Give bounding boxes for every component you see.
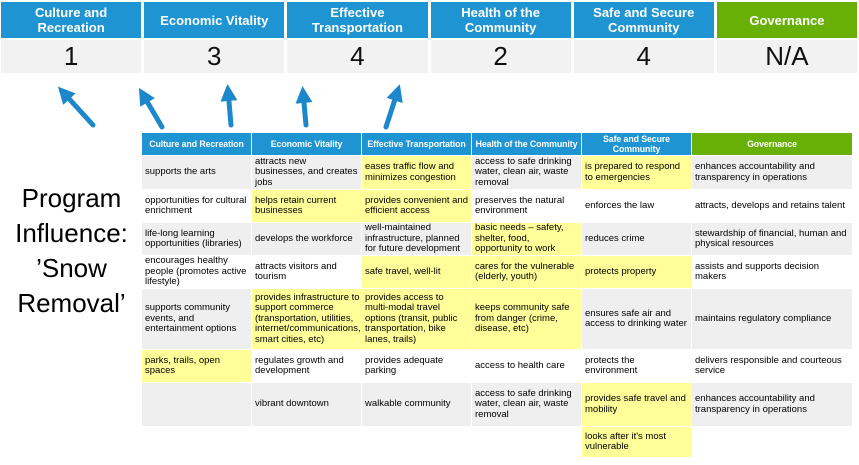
program-label-line: Removal’ [17,288,126,318]
summary-header-cell: Safe and Secure Community [574,2,714,38]
summary-score-cell: 1 [1,40,141,73]
matrix-cell: enhances accountability and transparency in operations [692,383,852,426]
matrix-cell: keeps community safe from danger (crime, disease, etc) [472,289,581,349]
up-arrow-icon [142,93,162,127]
matrix-cell: provides safe travel and mobility [582,383,691,426]
matrix-cell: provides adequate parking [362,350,471,382]
up-arrow-icon [62,91,93,125]
matrix-cell: regulates growth and development [252,350,361,382]
matrix-cell: supports community events, and entertainment options [142,289,251,349]
matrix-cell: enforces the law [582,190,691,222]
summary-score-cell: 2 [431,40,571,73]
matrix-cell: provides infrastructure to support commerce (transportation, utilities, internet/communications, smart cities, etc) [252,289,361,349]
summary-header-cell: Economic Vitality [144,2,284,38]
matrix-header-cell: Health of the Community [472,133,581,155]
up-arrow-icon [386,90,398,127]
program-influence-label [0,181,143,321]
matrix-cell: preserves the natural environment [472,190,581,222]
matrix-cell: attracts new businesses, and creates jobs [252,156,361,189]
matrix-header-cell: Safe and Secure Community [582,133,691,155]
matrix-cell [362,427,471,457]
matrix-cell: develops the workforce [252,223,361,255]
matrix-cell: stewardship of financial, human and physical resources [692,223,852,255]
matrix-cell [142,427,251,457]
matrix-cell: walkable community [362,383,471,426]
matrix-cell: access to safe drinking water, clean air, waste removal [472,383,581,426]
summary-score-cell: 4 [287,40,427,73]
matrix-cell: cares for the vulnerable (elderly, youth) [472,256,581,288]
influence-matrix [142,133,852,457]
matrix-cell: attracts visitors and tourism [252,256,361,288]
matrix-cell: enhances accountability and transparency in operations [692,156,852,189]
matrix-cell: access to health care [472,350,581,382]
matrix-cell: attracts, develops and retains talent [692,190,852,222]
matrix-cell [252,427,361,457]
matrix-header-cell: Culture and Recreation [142,133,251,155]
matrix-cell: protects the environment [582,350,691,382]
matrix-cell: parks, trails, open spaces [142,350,251,382]
matrix-cell: looks after it's most vulnerable [582,427,691,457]
matrix-cell: reduces crime [582,223,691,255]
up-arrow-icon [228,90,231,125]
summary-score-cell: 3 [144,40,284,73]
matrix-header-cell: Economic Vitality [252,133,361,155]
matrix-cell: safe travel, well-lit [362,256,471,288]
matrix-cell: well-maintained infrastructure, planned for future development [362,223,471,255]
influence-arrows [0,76,859,134]
matrix-cell [472,427,581,457]
program-label-line: ’Snow [36,253,107,283]
matrix-cell: delivers responsible and courteous service [692,350,852,382]
matrix-cell: eases traffic flow and minimizes congestion [362,156,471,189]
matrix-header-cell: Effective Transportation [362,133,471,155]
summary-header-row [1,2,857,38]
summary-score-cell: N/A [717,40,857,73]
program-label-line: Influence: [15,218,128,248]
matrix-cell [692,427,852,457]
matrix-cell: assists and supports decision makers [692,256,852,288]
matrix-cell: access to safe drinking water, clean air, waste removal [472,156,581,189]
matrix-cell: is prepared to respond to emergencies [582,156,691,189]
matrix-cell: ensures safe air and access to drinking water [582,289,691,349]
matrix-cell: encourages healthy people (promotes active lifestyle) [142,256,251,288]
matrix-cell: helps retain current businesses [252,190,361,222]
matrix-cell: maintains regulatory compliance [692,289,852,349]
matrix-header-cell: Governance [692,133,852,155]
summary-header-cell: Culture and Recreation [1,2,141,38]
matrix-cell: basic needs – safety, shelter, food, opportunity to work [472,223,581,255]
matrix-cell: vibrant downtown [252,383,361,426]
summary-header-cell: Governance [717,2,857,38]
matrix-cell: protects property [582,256,691,288]
matrix-cell: opportunities for cultural enrichment [142,190,251,222]
matrix-cell: supports the arts [142,156,251,189]
summary-header-cell: Effective Transportation [287,2,427,38]
program-label-line: Program [21,183,122,213]
matrix-cell: provides convenient and efficient access [362,190,471,222]
summary-score-cell: 4 [574,40,714,73]
summary-score-row [1,40,857,73]
summary-table [1,2,857,73]
matrix-cell: provides access to multi-modal travel options (transit, public transportation, bike lanes, trails) [362,289,471,349]
matrix-cell: life-long learning opportunities (libraries) [142,223,251,255]
matrix-cell [142,383,251,426]
up-arrow-icon [303,92,306,125]
summary-header-cell: Health of the Community [431,2,571,38]
